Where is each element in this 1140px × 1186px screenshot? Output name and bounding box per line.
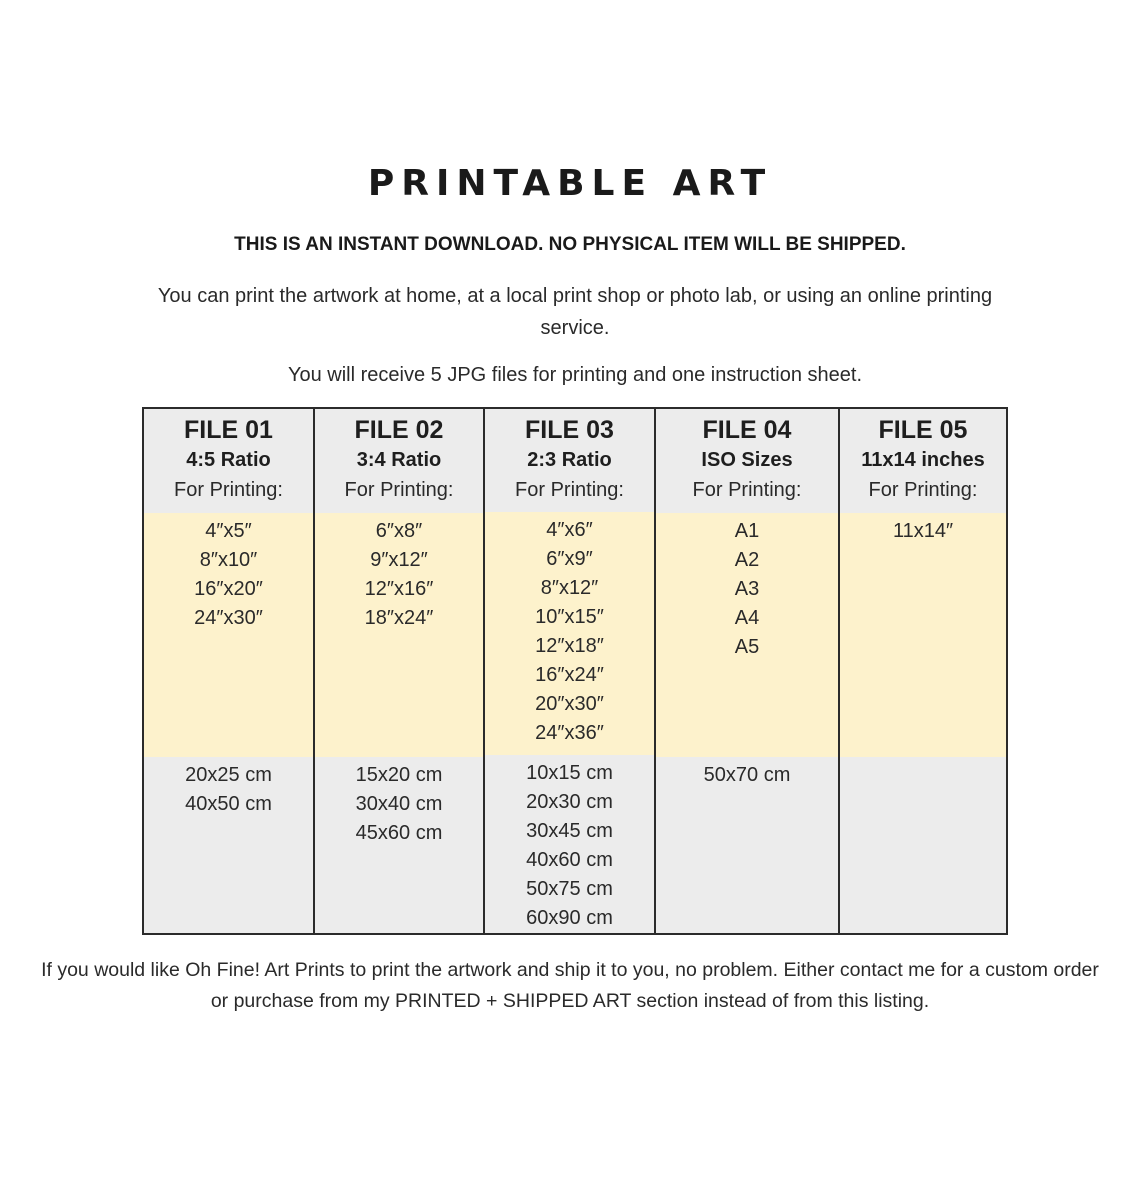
inch-size: 8″x12″	[540, 577, 599, 600]
cm-size: 60x90 cm	[526, 907, 613, 929]
file-name: FILE 05	[878, 416, 968, 444]
inch-size: 11x14″	[892, 520, 954, 542]
column-header	[485, 409, 654, 512]
for-printing-label: For Printing:	[868, 479, 978, 501]
cm-size: 50x70 cm	[703, 764, 791, 786]
inch-size: 4″x5″	[205, 520, 252, 542]
custom-order-note: If you would like Oh Fine! Art Prints to print the artwork and ship it to you, no problem. Either contact me for a custom order or purchase from my PRINTED + SHIPPED ART section instead of from this listing.	[41, 959, 1099, 1012]
column-header	[840, 409, 1006, 513]
cm-sizes	[485, 755, 654, 933]
inch-size: 8″x10″	[199, 549, 258, 571]
iso-size: A5	[734, 636, 760, 658]
for-printing-label: For Printing:	[174, 479, 283, 501]
inch-sizes	[485, 512, 654, 755]
column-header	[315, 409, 483, 513]
iso-size: A4	[734, 607, 760, 629]
cm-size: 20x25 cm	[185, 764, 272, 786]
file-name: FILE 04	[702, 416, 792, 444]
inch-size: 6″x8″	[375, 520, 423, 542]
cm-sizes	[840, 757, 1006, 933]
inch-size: 6″x9″	[546, 548, 593, 571]
inch-size: 10″x15″	[535, 606, 604, 629]
aspect-ratio: 3:4 Ratio	[356, 449, 442, 471]
cm-size: 40x60 cm	[526, 849, 613, 871]
file-name: FILE 01	[184, 416, 273, 444]
cm-size: 10x15 cm	[526, 762, 613, 784]
cm-size: 50x75 cm	[526, 878, 613, 900]
iso-size: A2	[734, 549, 760, 571]
inch-size: 24″x36″	[535, 722, 604, 745]
aspect-ratio: 11x14 inches	[861, 449, 985, 471]
aspect-ratio: 4:5 Ratio	[186, 449, 271, 471]
cm-sizes	[315, 757, 483, 933]
file-name: FILE 02	[354, 416, 444, 444]
files-received-text: You will receive 5 JPG files for printing and one instruction sheet.	[287, 364, 862, 386]
iso-size: A3	[734, 578, 760, 600]
iso-sizes	[656, 513, 838, 757]
for-printing-label: For Printing:	[692, 479, 802, 501]
column-header	[656, 409, 838, 513]
instant-download-notice: THIS IS AN INSTANT DOWNLOAD. NO PHYSICAL ITEM WILL BE SHIPPED.	[234, 234, 906, 255]
cm-size: 45x60 cm	[355, 822, 443, 844]
for-printing-label: For Printing:	[344, 479, 454, 501]
inch-sizes	[315, 513, 483, 757]
inch-size: 24″x30″	[194, 607, 263, 629]
aspect-ratio: ISO Sizes	[701, 449, 793, 471]
inch-size: 16″x20″	[194, 578, 263, 600]
cm-size: 15x20 cm	[355, 764, 443, 786]
inch-size: 12″x16″	[364, 578, 434, 600]
inch-size: 4″x6″	[546, 519, 593, 542]
file-column	[315, 409, 485, 933]
inch-size: 12″x18″	[535, 635, 604, 658]
cm-size: 30x40 cm	[355, 793, 443, 815]
file-column	[485, 409, 656, 933]
file-column	[840, 409, 1006, 933]
inch-size: 9″x12″	[370, 549, 428, 571]
inch-sizes	[144, 513, 313, 757]
printing-options-text: You can print the artwork at home, at a local print shop or photo lab, or using an online printing service.	[157, 285, 993, 339]
cm-size: 30x45 cm	[526, 820, 613, 842]
for-printing-label: For Printing:	[515, 479, 624, 501]
file-column	[144, 409, 315, 933]
print-sizes-table	[142, 407, 1008, 935]
cm-size: 20x30 cm	[526, 791, 613, 813]
column-header	[144, 409, 313, 513]
inch-size: 20″x30″	[535, 693, 604, 716]
cm-size: 40x50 cm	[185, 793, 272, 815]
iso-size: A1	[734, 520, 760, 542]
inch-size: 16″x24″	[535, 664, 604, 687]
page-title: PRINTABLE ART	[367, 163, 773, 204]
cm-sizes	[656, 757, 838, 933]
inch-sizes	[840, 513, 1006, 757]
file-name: FILE 03	[525, 416, 614, 444]
aspect-ratio: 2:3 Ratio	[527, 449, 612, 471]
inch-size: 18″x24″	[364, 607, 434, 629]
file-column	[656, 409, 840, 933]
cm-sizes	[144, 757, 313, 933]
